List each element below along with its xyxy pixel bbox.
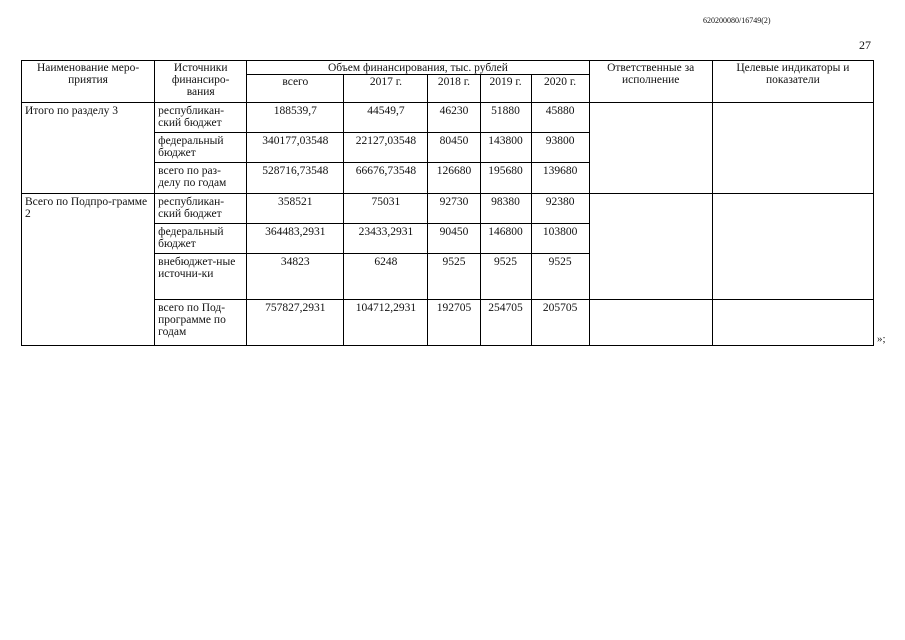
table-header	[22, 61, 874, 103]
y2019-cell: 195680	[480, 163, 531, 194]
y2017-cell: 22127,03548	[344, 133, 428, 163]
source-cell: республикан-ский бюджет	[155, 194, 247, 224]
source-cell: внебюджет-ные источни-ки	[155, 254, 247, 300]
responsible-cell	[589, 300, 712, 346]
header-2020: 2020 г.	[531, 75, 589, 103]
header-2019: 2019 г.	[480, 75, 531, 103]
header-name: Наименование меро-приятия	[22, 61, 155, 103]
closing-quote-mark: »;	[877, 333, 886, 345]
table-body	[22, 103, 874, 346]
total-cell: 757827,2931	[247, 300, 344, 346]
group-name: Всего по Подпро-грамме 2	[22, 194, 155, 346]
group-name: Итого по разделу 3	[22, 103, 155, 194]
y2017-cell: 44549,7	[344, 103, 428, 133]
table-row	[22, 103, 874, 133]
y2019-cell: 143800	[480, 133, 531, 163]
header-total: всего	[247, 75, 344, 103]
y2020-cell: 139680	[531, 163, 589, 194]
header-volume: Объем финансирования, тыс. рублей	[247, 61, 589, 75]
y2019-cell: 9525	[480, 254, 531, 300]
page-number: 27	[859, 38, 871, 52]
total-cell: 340177,03548	[247, 133, 344, 163]
total-cell: 364483,2931	[247, 224, 344, 254]
header-indicators: Целевые индикаторы и показатели	[712, 61, 873, 103]
source-cell: всего по раз-делу по годам	[155, 163, 247, 194]
indicators-cell	[712, 103, 873, 194]
total-cell: 188539,7	[247, 103, 344, 133]
responsible-cell	[589, 103, 712, 194]
y2018-cell: 46230	[428, 103, 480, 133]
y2018-cell: 126680	[428, 163, 480, 194]
table-row	[22, 194, 874, 224]
y2018-cell: 80450	[428, 133, 480, 163]
y2017-cell: 6248	[344, 254, 428, 300]
total-cell: 34823	[247, 254, 344, 300]
y2017-cell: 23433,2931	[344, 224, 428, 254]
y2017-cell: 75031	[344, 194, 428, 224]
header-source: Источники финансиро-вания	[155, 61, 247, 103]
financing-table	[21, 60, 874, 346]
y2020-cell: 9525	[531, 254, 589, 300]
source-cell: всего по Под-программе по годам	[155, 300, 247, 346]
y2019-cell: 254705	[480, 300, 531, 346]
y2017-cell: 66676,73548	[344, 163, 428, 194]
y2020-cell: 93800	[531, 133, 589, 163]
y2020-cell: 205705	[531, 300, 589, 346]
y2018-cell: 192705	[428, 300, 480, 346]
y2018-cell: 90450	[428, 224, 480, 254]
y2019-cell: 98380	[480, 194, 531, 224]
y2019-cell: 146800	[480, 224, 531, 254]
header-responsible: Ответственные за исполнение	[589, 61, 712, 103]
indicators-cell	[712, 194, 873, 300]
y2020-cell: 92380	[531, 194, 589, 224]
header-2017: 2017 г.	[344, 75, 428, 103]
source-cell: республикан-ский бюджет	[155, 103, 247, 133]
header-2018: 2018 г.	[428, 75, 480, 103]
source-cell: федеральный бюджет	[155, 133, 247, 163]
y2019-cell: 51880	[480, 103, 531, 133]
responsible-cell	[589, 194, 712, 300]
document-id: 620200080/16749(2)	[703, 16, 771, 25]
y2018-cell: 92730	[428, 194, 480, 224]
y2020-cell: 45880	[531, 103, 589, 133]
indicators-cell	[712, 300, 873, 346]
total-cell: 528716,73548	[247, 163, 344, 194]
source-cell: федеральный бюджет	[155, 224, 247, 254]
y2017-cell: 104712,2931	[344, 300, 428, 346]
y2018-cell: 9525	[428, 254, 480, 300]
y2020-cell: 103800	[531, 224, 589, 254]
total-cell: 358521	[247, 194, 344, 224]
